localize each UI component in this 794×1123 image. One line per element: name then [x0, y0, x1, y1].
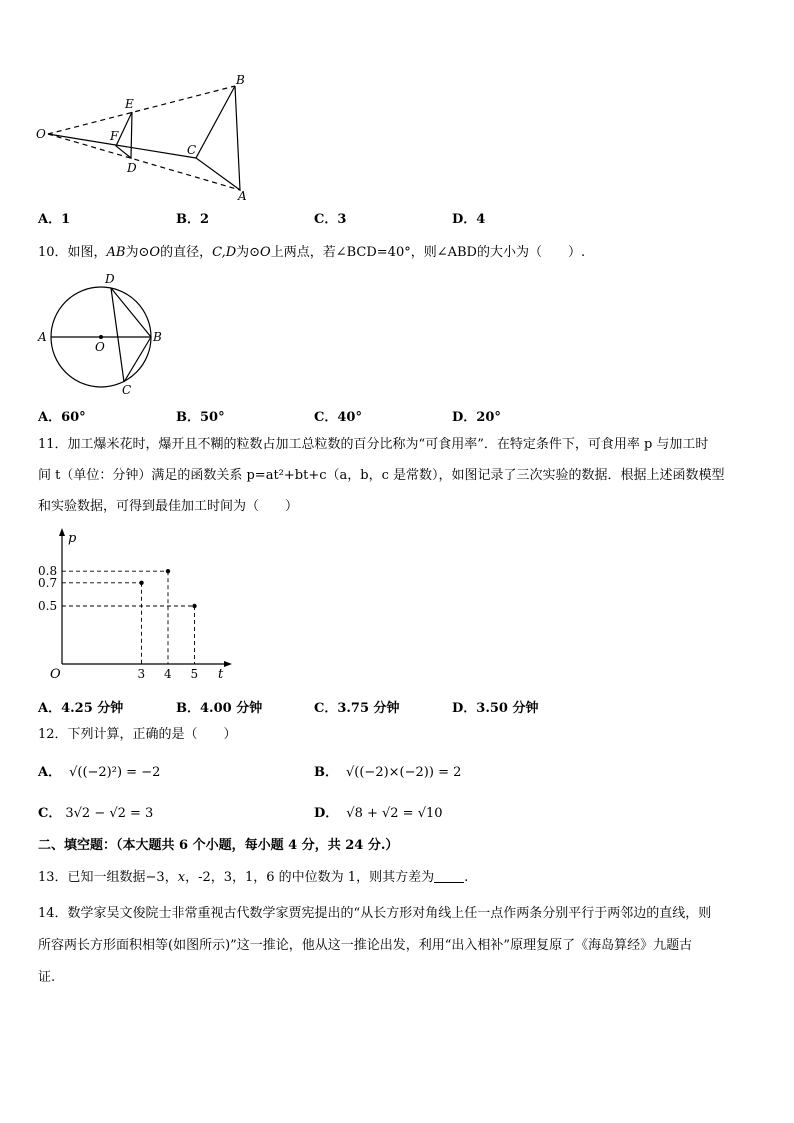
q11-option-a: A．4.25 分钟 [38, 701, 124, 716]
q12-option-a-expr: √((−2)²) = −2 [69, 765, 161, 780]
q9-figure [30, 72, 260, 204]
chart-point [192, 604, 196, 608]
chart-point [166, 569, 170, 573]
q9-option-b: B．2 [176, 212, 210, 227]
fig9-label-F: F [110, 129, 119, 143]
chart-ylabel: p [68, 531, 77, 546]
q12-option-b-expr: √((−2)×(−2)) = 2 [346, 765, 462, 780]
fig9-label-B: B [236, 73, 245, 87]
chart-x-tick-label: 3 [137, 667, 146, 681]
chart-guides [62, 571, 195, 664]
chart-xlabel: t [218, 667, 224, 682]
q14-line-3: 证. [38, 970, 56, 985]
q10-option-c: C．40° [314, 410, 362, 425]
fig10-label-D: D [105, 272, 115, 286]
section2-title: 二、填空题：（本大题共 6 个小题，每小题 4 分，共 24 分.） [38, 838, 399, 853]
q11-line-1: 11．加工爆米花时，爆开且不糊的粒数占加工总粒数的百分比称为“可食用率”．在特定条件下，可食用率 p 与加工时 [38, 437, 709, 452]
fig9-label-O: O [36, 127, 46, 141]
chart-point [139, 581, 143, 585]
q10-option-b: B．50° [176, 410, 225, 425]
chart-x-tick-label: 5 [190, 667, 199, 681]
q11-option-d: D．3.50 分钟 [452, 701, 539, 716]
fig9-label-A: A [238, 189, 247, 203]
fig10-label-A: A [38, 330, 47, 344]
fig9-label-C: C [187, 143, 197, 157]
chart-y-tick-label: 0.8 [38, 564, 58, 579]
q11-chart [34, 526, 234, 682]
q10-option-a: A．60° [38, 410, 86, 425]
q12-option-d: D． √8 + √2 = √10 [314, 806, 443, 821]
fig9-label-E: E [125, 97, 134, 111]
q9-option-a: A．1 [38, 212, 71, 227]
q12-stem: 12．下列计算，正确的是（ ） [38, 727, 237, 742]
q9-option-d: D．4 [452, 212, 486, 227]
q13-text: 13．已知一组数据−3，x，-2，3，1，6 的中位数为 1，则其方差为 . [38, 870, 469, 885]
q10-stem: 10．如图，AB为⊙O的直径，C,D为⊙O上两点，若∠BCD=40°，则∠ABD的大小为（ ）. [38, 245, 586, 260]
q10-figure [36, 270, 166, 398]
q12-option-d-expr: √8 + √2 = √10 [346, 806, 443, 821]
chart-y-tick-label: 0.5 [38, 599, 58, 613]
chart-x-tick-label: 4 [164, 667, 172, 681]
fig9-label-D: D [127, 161, 137, 175]
chart-origin-label: O [50, 667, 61, 682]
q12-option-c-expr: 3√2 − √2 = 3 [65, 806, 154, 821]
q13-answer-blank [434, 870, 464, 883]
q11-line-3: 和实验数据，可得到最佳加工时间为（ ） [38, 499, 299, 514]
q14-line-2: 所容两长方形面积相等(如图所示)”这一推论，他从这一推论出发，利用“出入相补”原理复原了《海岛算经》九题古 [38, 938, 693, 953]
q12-option-c: C． 3√2 − √2 = 3 [38, 806, 154, 821]
fig10-label-C: C [122, 383, 132, 397]
chart-x-ticks [138, 667, 199, 681]
q14-line-1: 14．数学家吴文俊院士非常重视古代数学家贾宪提出的“从长方形对角线上任一点作两条分别平行于两邻边的直线，则 [38, 906, 712, 921]
q9-option-c: C．3 [314, 212, 347, 227]
q12-option-a: A． √((−2)²) = −2 [38, 765, 161, 780]
fig10-label-B: B [153, 330, 162, 344]
chart-y-tick-label: 0.7 [38, 575, 58, 590]
q12-option-b: B． √((−2)×(−2)) = 2 [314, 765, 462, 780]
fig10-label-O: O [95, 340, 105, 354]
chart-y-ticks [38, 564, 57, 613]
q11-option-c: C．3.75 分钟 [314, 701, 400, 716]
q11-option-b: B．4.00 分钟 [176, 701, 263, 716]
q11-line-2: 间 t（单位：分钟）满足的函数关系 p=at²+bt+c（a，b，c 是常数），如图记录了三次实验的数据．根据上述函数模型 [38, 468, 725, 483]
q10-option-d: D．20° [452, 410, 501, 425]
